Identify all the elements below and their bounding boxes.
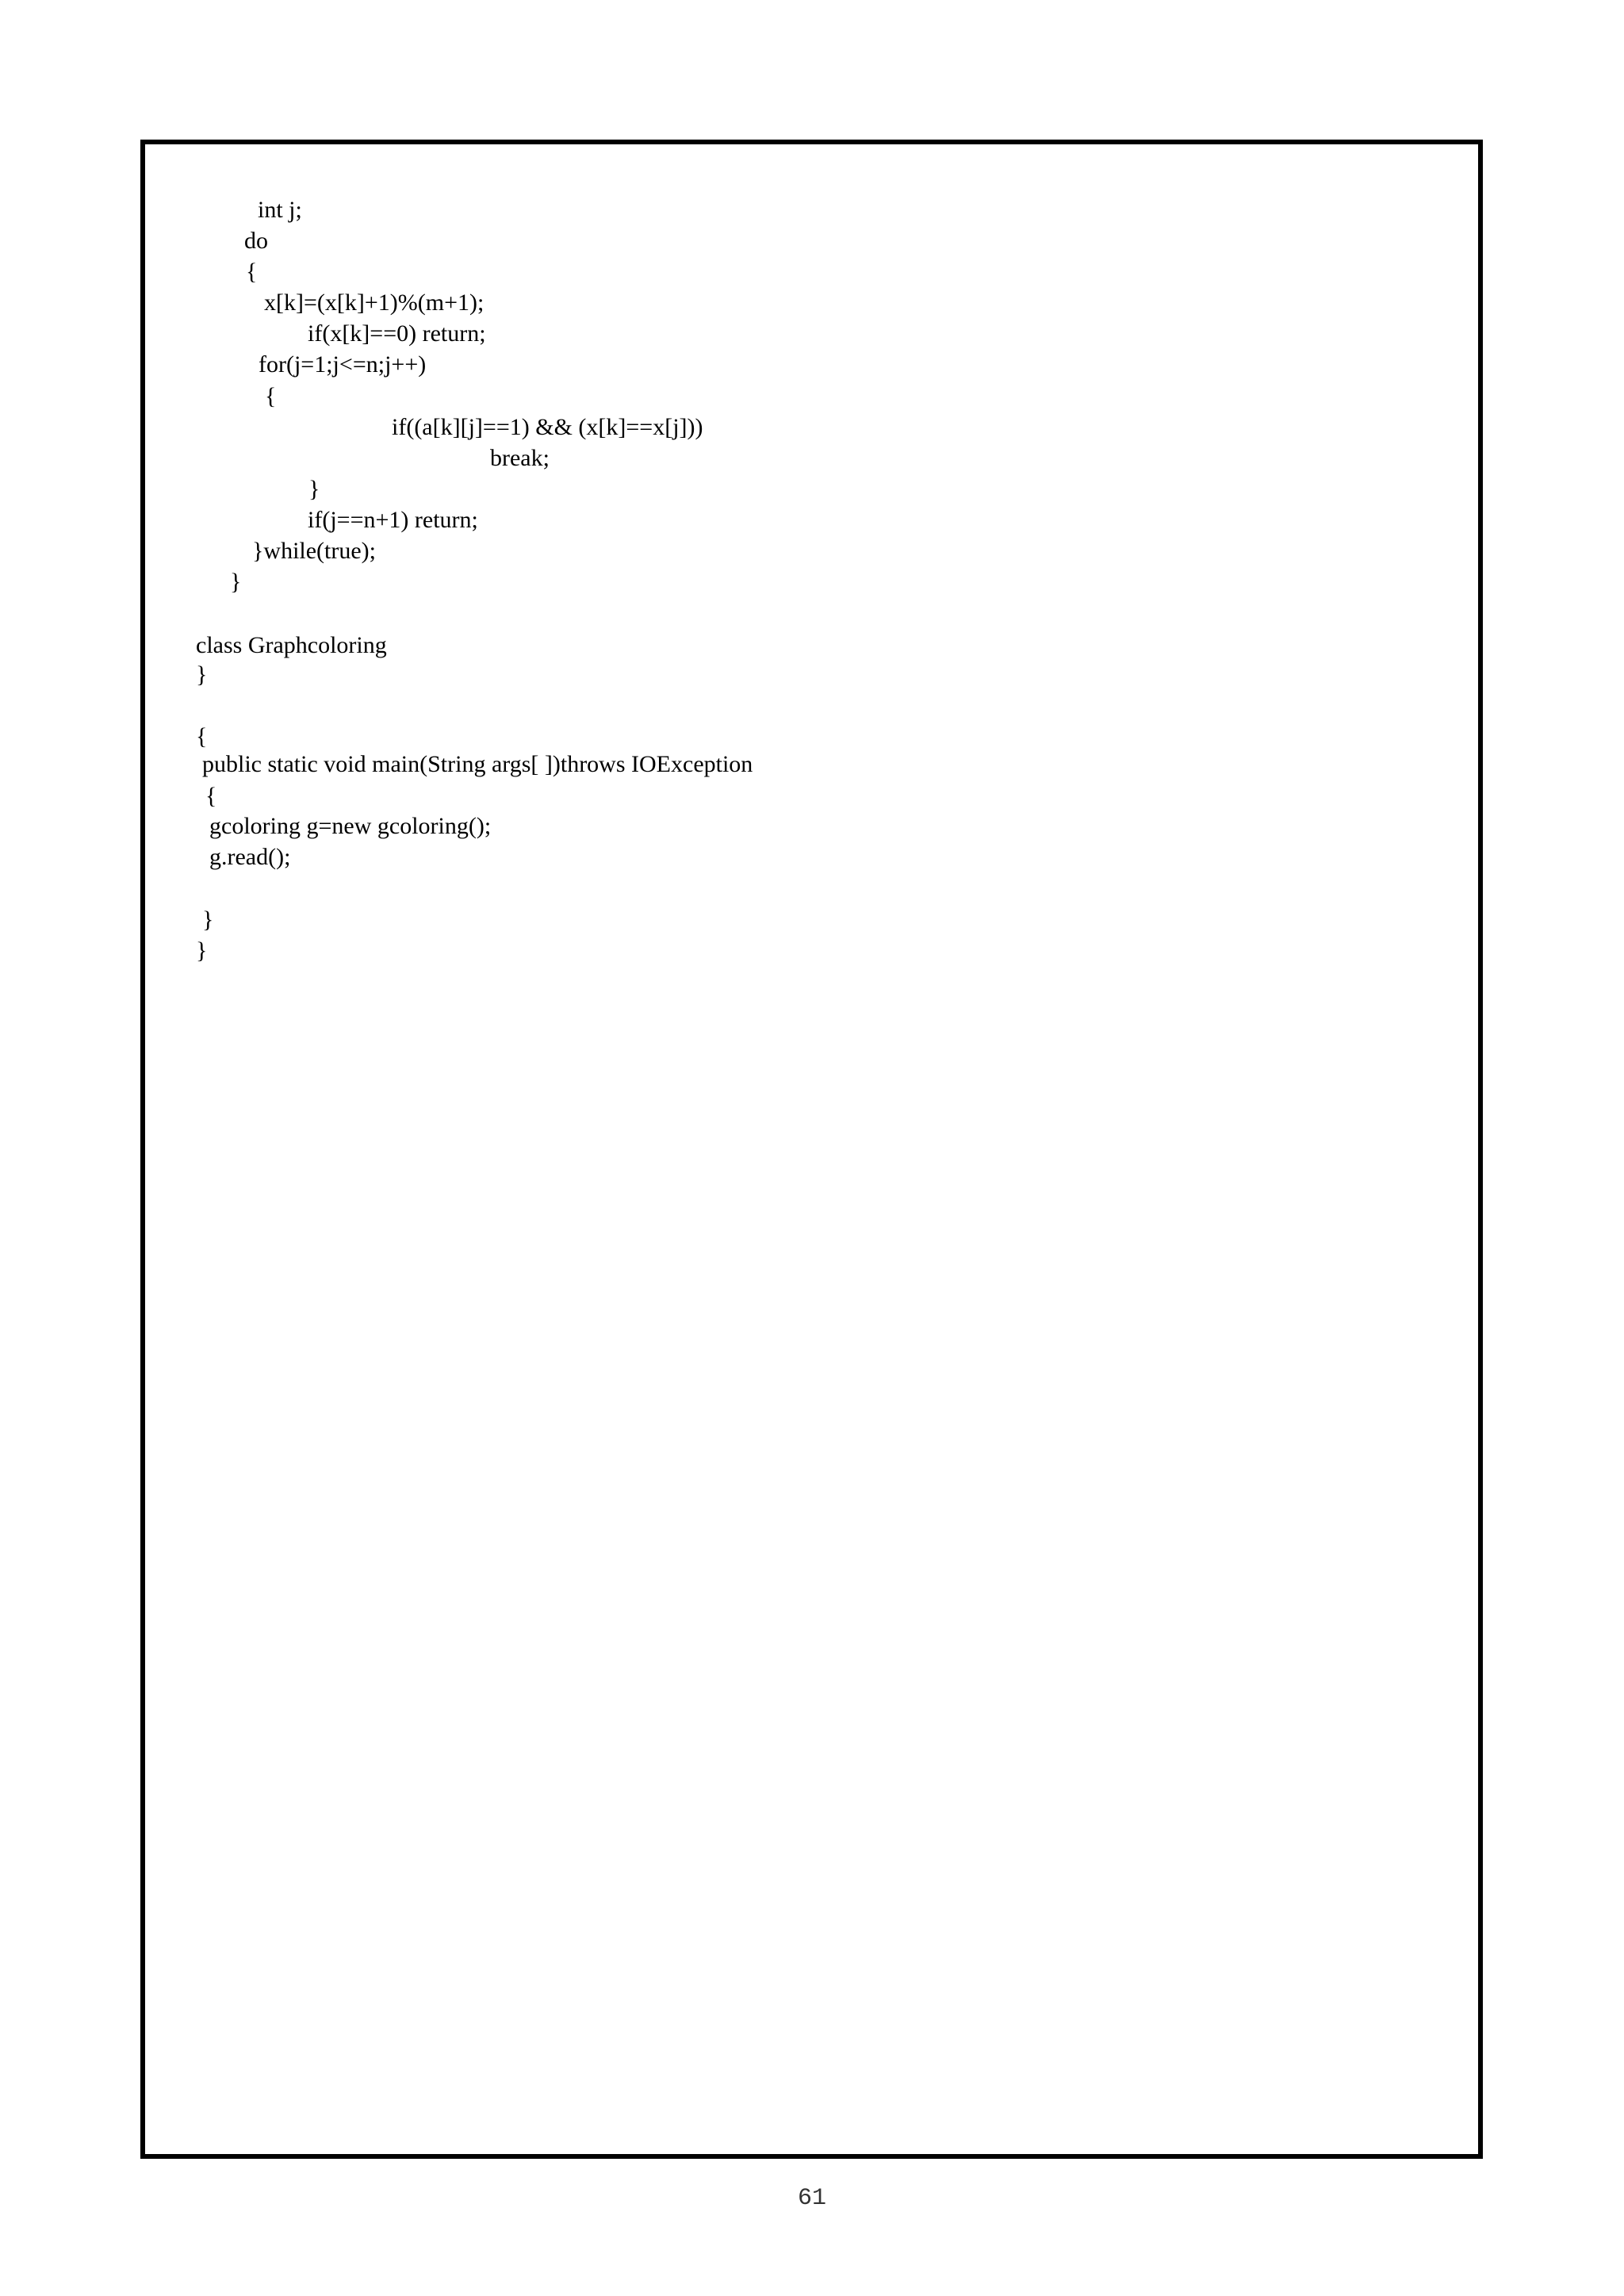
- code-line: }: [196, 937, 208, 964]
- page-number: 61: [797, 2185, 826, 2212]
- code-line: {: [205, 783, 217, 809]
- code-line: if(j==n+1) return;: [308, 507, 478, 533]
- code-line: }: [202, 907, 214, 933]
- code-line: break;: [490, 445, 550, 471]
- code-line: if((a[k][j]==1) && (x[k]==x[j])): [392, 414, 703, 440]
- code-line: }: [196, 661, 208, 688]
- code-line: {: [196, 723, 208, 749]
- code-line: {: [265, 383, 277, 409]
- code-line: {: [246, 259, 258, 285]
- code-line: }while(true);: [252, 538, 377, 564]
- code-line: for(j=1;j<=n;j++): [259, 351, 427, 378]
- code-line: do: [244, 228, 268, 254]
- code-line: }: [230, 569, 242, 595]
- code-line: x[k]=(x[k]+1)%(m+1);: [264, 289, 485, 316]
- code-line: gcoloring g=new gcoloring();: [209, 813, 492, 839]
- code-line: int j;: [258, 197, 302, 223]
- code-line: g.read();: [209, 844, 291, 870]
- code-line: }: [308, 476, 320, 502]
- page-border: [140, 140, 1483, 2159]
- code-line: public static void main(String args[ ])throws IOException: [202, 751, 753, 777]
- code-line: if(x[k]==0) return;: [308, 320, 486, 347]
- code-line: class Graphcoloring: [196, 632, 387, 658]
